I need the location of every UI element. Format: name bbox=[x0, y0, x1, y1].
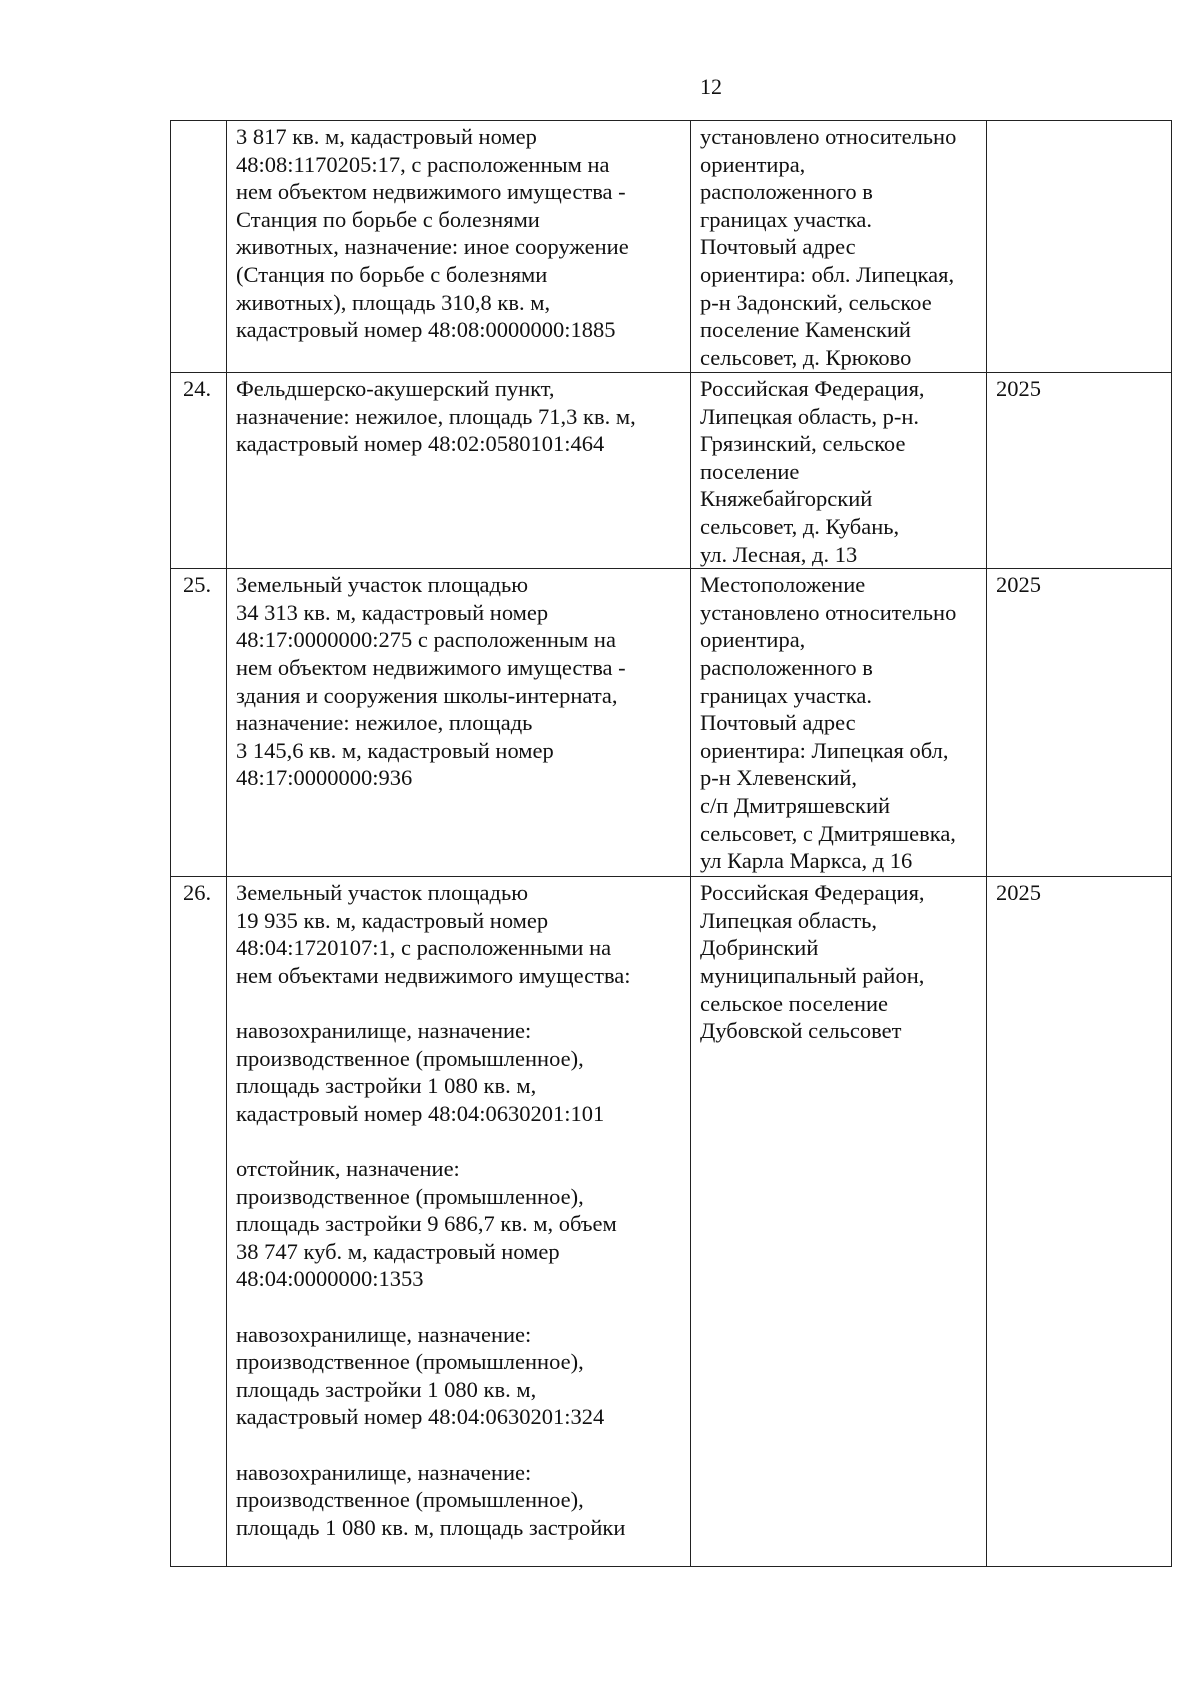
row-number: 24. bbox=[183, 376, 212, 401]
address: Российская Федерация, Липецкая область, Добринский муниципальный район, сельское поселение Дубовской сельсовет bbox=[700, 880, 925, 1044]
address-cell bbox=[691, 373, 987, 569]
row-number-cell bbox=[171, 569, 227, 877]
object-description: Фельдшерско-акушерский пункт, назначение: нежилое, площадь 71,3 кв. м, кадастровый номер 48:02:0580101:464 bbox=[236, 376, 636, 457]
year-cell bbox=[987, 373, 1172, 569]
property-table bbox=[170, 120, 1172, 1567]
table-row bbox=[171, 373, 1172, 569]
row-number: 25. bbox=[183, 572, 212, 598]
row-number-cell bbox=[171, 373, 227, 569]
table-row bbox=[171, 877, 1172, 1567]
address-cell bbox=[691, 877, 987, 1567]
year-cell bbox=[987, 569, 1172, 877]
address-cell bbox=[691, 121, 987, 373]
table-row bbox=[171, 569, 1172, 877]
year-cell bbox=[987, 877, 1172, 1567]
object-description-cell bbox=[227, 121, 691, 373]
address: Российская Федерация, Липецкая область, р-н. Грязинский, сельское поселение Княжебайгорский сельсовет, д. Кубань, ул. Лесная, д. 13 bbox=[700, 376, 925, 567]
year: 2025 bbox=[996, 572, 1041, 598]
year: 2025 bbox=[996, 376, 1041, 401]
object-description: Земельный участок площадью 19 935 кв. м, кадастровый номер 48:04:1720107:1, с расположенными на нем объектами недвижимого имущества: навозохранилище, назначение: производственное (промышленное), площадь застройки 1 080 кв. м, кадастровый номер 48:04:0630201:101 отстойник, назначение: производственное (промышленное), площадь застройки 9 686,7 кв. м, объем 38 747 куб. м, кадастровый номер 48:04:0000000:1353 навозохранилище, назначение: производственное (промышленное), площадь застройки 1 080 кв. м, кадастровый номер 48:04:0630201:324 навозохранилище, назначение: производственное (промышленное), площадь 1 080 кв. м, площадь застройки bbox=[236, 880, 631, 1540]
page-number: 12 bbox=[700, 74, 722, 99]
table-row bbox=[171, 121, 1172, 373]
object-description: 3 817 кв. м, кадастровый номер 48:08:1170205:17, с расположенным на нем объектом недвижимого имущества - Станция по борьбе с болезнями животных, назначение: иное сооружение (Станция по борьбе с болезнями животных), площадь 310,8 кв. м, кадастровый номер 48:08:0000000:1885 bbox=[236, 124, 629, 343]
address-cell bbox=[691, 569, 987, 877]
object-description-cell bbox=[227, 877, 691, 1567]
object-description-cell bbox=[227, 569, 691, 877]
address: установлено относительно ориентира, расположенного в границах участка. Почтовый адрес ориентира: обл. Липецкая, р-н Задонский, сельское поселение Каменский сельсовет, д. Крюково bbox=[700, 124, 957, 370]
row-number: 26. bbox=[183, 880, 212, 906]
object-description: Земельный участок площадью 34 313 кв. м, кадастровый номер 48:17:0000000:275 с расположенным на нем объектом недвижимого имущества - здания и сооружения школы-интерната, назначение: нежилое, площадь 3 145,6 кв. м, кадастровый номер 48:17:0000000:936 bbox=[236, 572, 626, 791]
address: Местоположение установлено относительно ориентира, расположенного в границах участка. Почтовый адрес ориентира: Липецкая обл, р-н Хлевенский, с/п Дмитряшевский сельсовет, с Дмитряшевка, ул Карла Маркса, д 16 bbox=[700, 572, 957, 874]
year-cell bbox=[987, 121, 1172, 373]
row-number-cell bbox=[171, 121, 227, 373]
row-number-cell bbox=[171, 877, 227, 1567]
object-description-cell bbox=[227, 373, 691, 569]
year: 2025 bbox=[996, 880, 1041, 906]
